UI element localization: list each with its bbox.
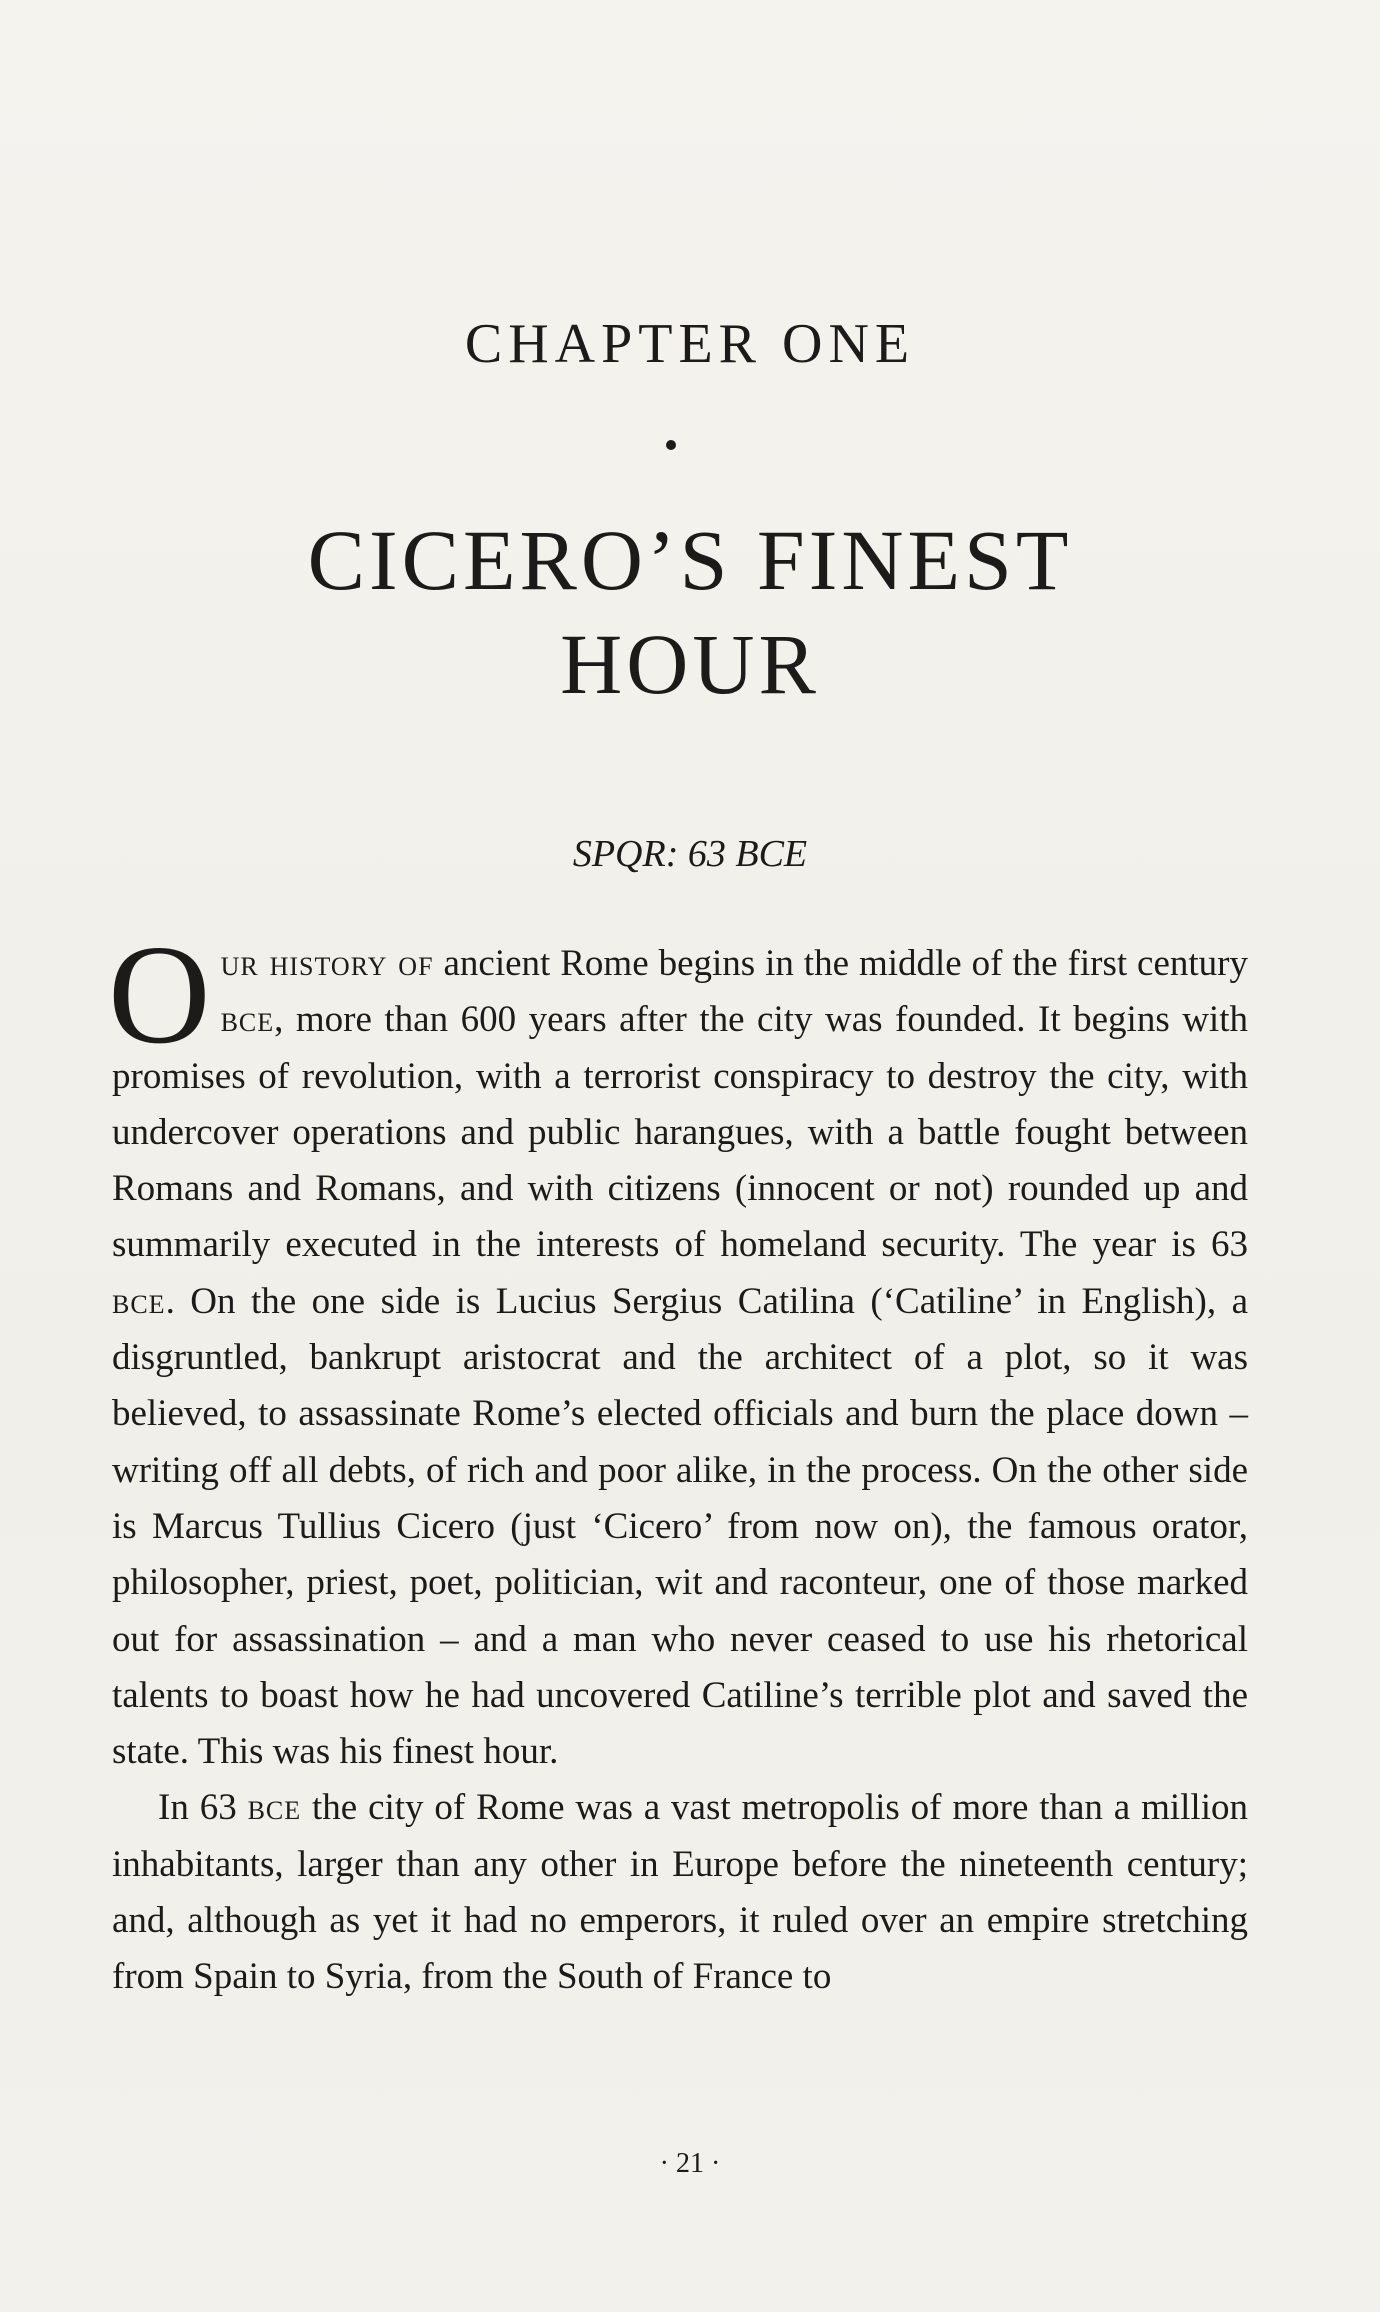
- drop-cap: O: [108, 915, 211, 1073]
- era-abbrev-1: bce: [220, 999, 275, 1041]
- paragraph-2-text-b: the city of Rome was a vast metropolis of more than a million inhabitants, larger than any other in Europe before the nineteenth century; and, although as yet it had no emperors, it ruled over an empire stretching from Spain to Syria, from the South of France to: [112, 1787, 1248, 1998]
- era-abbrev-3: bce: [247, 1787, 302, 1829]
- chapter-subtitle: SPQR: 63 BCE: [572, 833, 808, 875]
- paragraph-1: [108, 915, 1249, 1780]
- chapter-title-line-1: CICERO’S FINEST: [307, 512, 1073, 608]
- paragraph-2: [112, 1780, 1248, 2005]
- body-text: [108, 915, 1249, 2006]
- era-abbrev-2: bce: [112, 1280, 166, 1322]
- chapter-ornament-dot: [666, 440, 676, 450]
- paragraph-1-text-a: ancient Rome begins in the middle of the first century: [433, 943, 1249, 984]
- chapter-title: [0, 508, 1380, 716]
- chapter-title-line-2: HOUR: [560, 616, 820, 712]
- chapter-label: CHAPTER ONE: [464, 313, 916, 375]
- paragraph-1-text-c: . On the one side is Lucius Sergius Catilina (‘Catiline’ in English), a disgruntled, bankrupt aristocrat and the architect of a plot, so it was believed, to assassinate Rome’s elected officials and burn the place down – writing off all debts, of rich and poor alike, in the process. On the other side is Marcus Tullius Cicero (just ‘Cicero’ from now on), the famous orator, philosopher, priest, poet, politician, wit and raconteur, one of those marked out for assassination – and a man who never ceased to use his rhetorical talents to boast how he had uncovered Catiline’s terrible plot and saved the state. This was his finest hour.: [112, 1280, 1248, 1773]
- paragraph-1-text-b: , more than 600 years after the city was founded. It begins with promises of revolution, with a terrorist conspiracy to destroy the city, with undercover operations and public harangues, with a battle fought between Romans and Romans, and with citizens (innocent or not) rounded up and summarily executed in the interests of homeland security. The year is 63: [112, 999, 1248, 1266]
- paragraph-2-text-a: In 63: [158, 1787, 248, 1829]
- lead-in-smallcaps: ur history of: [220, 943, 434, 984]
- page-number: · 21 ·: [659, 2148, 721, 2179]
